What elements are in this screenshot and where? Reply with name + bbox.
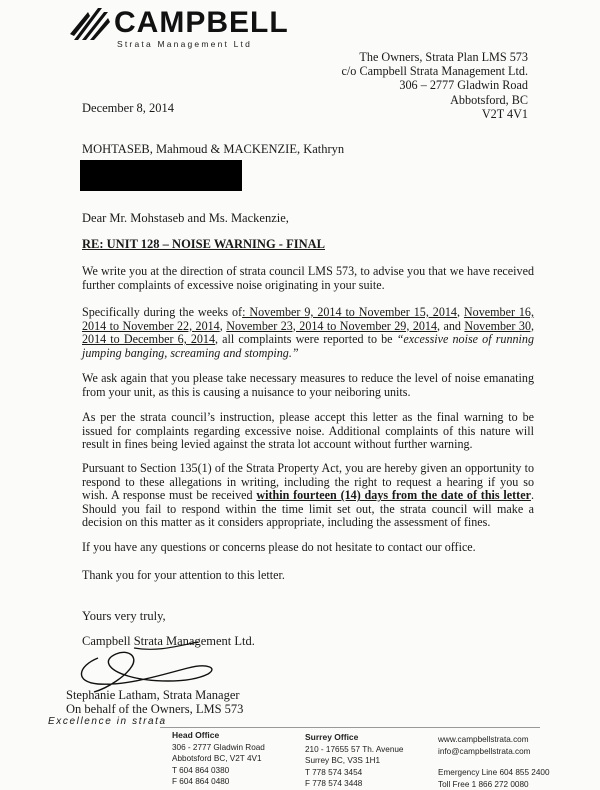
week-2: November 16, 2014 to November 22, 2014: [82, 305, 535, 333]
week-3: November 23, 2014 to November 29, 2014: [226, 318, 438, 333]
surrey-office-title: Surrey Office: [305, 732, 359, 742]
surrey-office-line: F 778 574 3448: [305, 779, 363, 789]
p2-intro: Specifically during the weeks of: [82, 305, 243, 319]
address-line: The Owners, Strata Plan LMS 573: [359, 50, 528, 64]
footer-head-office: [172, 730, 265, 788]
campbell-logo-mark: [68, 4, 112, 44]
address-line: 306 – 2777 Gladwin Road: [399, 78, 528, 93]
head-office-line: Abbotsford BC, V2T 4V1: [172, 754, 262, 764]
body-paragraph-5: [82, 462, 534, 530]
body-paragraph-4: As per the strata council’s instruction, please accept this letter as the final warning to be issued for complaints regarding excessive noise. Additional complaints of this nature will result in fines being levied against the strata lot account without further warning.: [82, 410, 534, 452]
tagline: Excellence in strata: [48, 716, 167, 727]
head-office-title: Head Office: [172, 730, 220, 740]
redacted-address-box: [80, 160, 242, 191]
body-paragraph-6: If you have any questions or concerns please do not hesitate to contact our office.: [82, 540, 476, 554]
subject-line: RE: UNIT 128 – NOISE WARNING - FINAL: [82, 237, 325, 251]
body-paragraph-2: [82, 306, 534, 360]
surrey-office-line: 210 - 17655 57 Th. Avenue: [305, 744, 404, 754]
p2-sep: ,: [456, 305, 464, 319]
company-logo-name: CAMPBELL: [114, 6, 289, 39]
salutation: Dear Mr. Mohstaseb and Ms. Mackenzie,: [82, 211, 289, 225]
p2-sep: ,: [219, 318, 227, 333]
week-1: : November 9, 2014 to November 15, 2014: [242, 305, 457, 319]
response-deadline: within fourteen (14) days from the date of this letter: [256, 488, 531, 503]
body-paragraph-3: We ask again that you please take necessary measures to reduce the level of noise emanating from your unit, as this is causing a nuisance to your neiboring units.: [82, 371, 534, 399]
footer-surrey-office: [305, 732, 404, 790]
head-office-line: 306 - 2777 Gladwin Road: [172, 742, 265, 752]
p2-sep: , and: [437, 318, 465, 333]
toll-free: Toll Free 1 866 272 0080: [438, 779, 529, 789]
spacer: [438, 757, 550, 767]
head-office-line: T 604 864 0380: [172, 765, 230, 775]
sender-address-block: [342, 50, 528, 121]
address-line: c/o Campbell Strata Management Ltd.: [341, 64, 528, 79]
website: www.campbellstrata.com: [438, 735, 529, 744]
p2-middle: , all complaints were reported to be: [215, 332, 397, 347]
closing: Yours very truly,: [82, 609, 166, 623]
signer-name-title: Stephanie Latham, Strata Manager: [66, 688, 240, 702]
address-line: Abbotsford, BC: [450, 92, 528, 107]
body-paragraph-1: We write you at the direction of strata council LMS 573, to advise you that we have received further complaints of excessive noise originating in your suite.: [82, 264, 534, 292]
letter-date: December 8, 2014: [82, 101, 174, 115]
surrey-office-line: Surrey BC, V3S 1H1: [305, 756, 381, 766]
footer-divider: [160, 727, 540, 728]
company-logo-subtitle: Strata Management Ltd: [117, 39, 253, 49]
recipient-names: MOHTASEB, Mahmoud & MACKENZIE, Kathryn: [82, 142, 345, 156]
surrey-office-line: T 778 574 3454: [305, 767, 363, 777]
p5-after: . Should you fail to respond within the time limit set out, the strata council will make a decision on this matter as it considers appropriate, including the assessment of fines.: [82, 488, 534, 530]
signer-on-behalf: On behalf of the Owners, LMS 573: [66, 702, 244, 716]
body-paragraph-7: Thank you for your attention to this letter.: [82, 568, 285, 582]
complaint-quote: “excessive noise of running jumping banging, screaming and stomping.”: [82, 332, 534, 360]
head-office-line: F 604 864 0480: [172, 777, 230, 787]
company-name: Campbell Strata Management Ltd.: [82, 634, 255, 648]
week-4: November 30, 2014 to December 6, 2014: [82, 318, 535, 347]
address-line: V2T 4V1: [481, 106, 528, 121]
p5-before: Pursuant to Section 135(1) of the Strata Property Act, you are hereby given an opportunity to respond to these allegations in writing, including the right to request a hearing if you so wish. A response must be received: [82, 461, 534, 503]
email: info@campbellstrata.com: [438, 746, 531, 756]
emergency-line: Emergency Line 604 855 2400: [438, 768, 550, 778]
footer-contact: [438, 734, 550, 790]
